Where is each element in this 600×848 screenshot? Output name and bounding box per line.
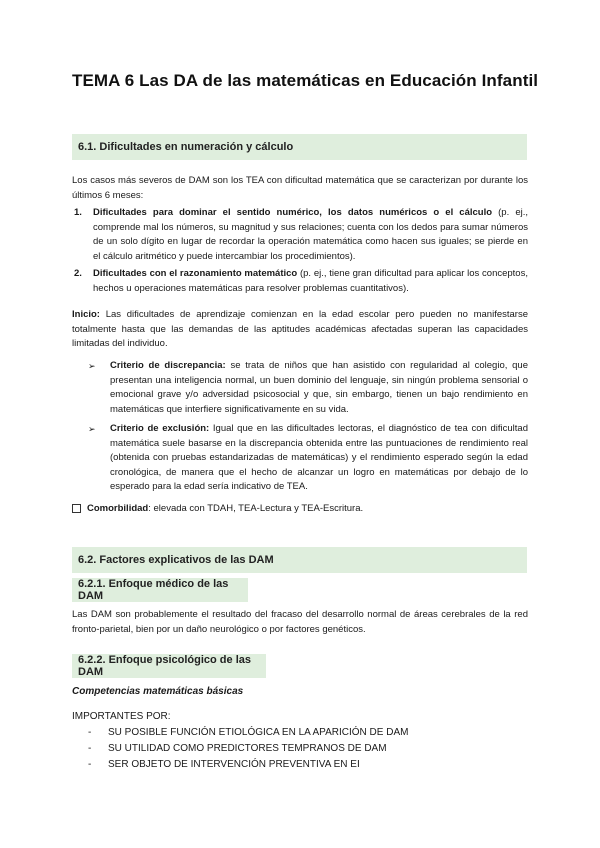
numbered-item-2-text: (p. ej., tiene gran dificultad para aplicar los conceptos, hechos u operaciones matemáticas para resolver problemas cuantitativos).: [93, 268, 528, 294]
numbered-item-1-text: (p. ej., comprende mal los números, su magnitud y sus relaciones; cuenta con los dedos para sumar números de un solo dígito en lugar de recordar la operación matemática como hacen sus iguales; se pierde en el cálculo aritmético y puede intercambiar los procedimientos).: [93, 207, 528, 262]
section-heading-6-2-text: 6.2. Factores explicativos de las DAM: [78, 554, 274, 566]
inicio-paragraph: [72, 308, 528, 352]
criterion-exclusion: [88, 422, 528, 495]
criterion-discrepancy-text: se trata de niños que han asistido con regularidad al colegio, que presentan una inteligencia normal, un buen dominio del lenguaje, sin ningún problema sensorial o emocional grave y/o adversidad psicosocial y que, sin embargo, tienen un bajo rendimiento en matemáticas que interfiere significativamente en su vida.: [110, 360, 528, 415]
subsection-heading-6-2-2: [72, 654, 266, 678]
comorbidity-paragraph: [72, 502, 528, 517]
subsection-heading-6-2-1-text: 6.2.1. Enfoque médico de las DAM: [78, 578, 229, 602]
criterion-exclusion-label: Criterio de exclusión:: [110, 423, 210, 434]
numbered-item-2: [74, 267, 528, 296]
medical-approach-paragraph: Las DAM son probablemente el resultado del fracaso del desarrollo normal de áreas cerebrales de la red fronto-parietal, bien por un daño neurológico o por factores genéticos.: [72, 609, 528, 635]
list-item: - SU POSIBLE FUNCIÓN ETIOLÓGICA EN LA APARICIÓN DE DAM: [88, 725, 408, 741]
numbered-item-1-bold: Dificultades para dominar el sentido numérico, los datos numéricos o el cálculo: [93, 207, 493, 218]
importantes-label: IMPORTANTES POR:: [72, 711, 171, 722]
inicio-label: Inicio:: [72, 309, 100, 320]
arrow-bullet-icon: ➢: [88, 361, 96, 371]
competencias-subtitle: Competencias matemáticas básicas: [72, 686, 244, 697]
subsection-heading-6-2-1: [72, 578, 248, 602]
list-item: - SER OBJETO DE INTERVENCIÓN PREVENTIVA EN EI: [88, 757, 408, 773]
list-item: - SU UTILIDAD COMO PREDICTORES TEMPRANOS DE DAM: [88, 741, 408, 757]
subsection-heading-6-2-2-text: 6.2.2. Enfoque psicológico de las DAM: [78, 654, 251, 678]
comorbidity-label: Comorbilidad: [87, 503, 149, 514]
criterion-discrepancy: [88, 359, 528, 417]
page-title: TEMA 6 Las DA de las matemáticas en Educación Infantil: [72, 71, 539, 90]
comorbidity-text: : elevada con TDAH, TEA-Lectura y TEA-Escritura.: [148, 503, 364, 514]
numbered-item-1-number: 1.: [74, 207, 82, 218]
numbered-item-2-number: 2.: [74, 268, 82, 279]
intro-paragraph: Los casos más severos de DAM son los TEA con dificultad matemática que se caracterizan por durante los últimos 6 meses:: [72, 175, 528, 201]
arrow-bullet-icon: ➢: [88, 424, 96, 434]
numbered-item-1: [74, 206, 528, 264]
section-heading-6-1-text: 6.1. Dificultades en numeración y cálculo: [78, 141, 294, 153]
importance-list: [88, 725, 408, 773]
inicio-text: Las dificultades de aprendizaje comienzan en la edad escolar pero pueden no manifestarse totalmente hasta que las demandas de las aptitudes académicas afectadas superan las capacidades limitadas del individuo.: [72, 309, 528, 349]
numbered-item-2-bold: Dificultades con el razonamiento matemático: [93, 268, 298, 279]
section-heading-6-2: [72, 547, 527, 573]
criterion-exclusion-text: Igual que en las dificultades lectoras, el diagnóstico de tea con dificultad matemática suele basarse en la discrepancia obtenida entre las puntuaciones de rendimiento real (obtenida con pruebas estandarizadas de matemáticas) y el rendimiento esperado según la edad cronológica, de manera que el hecho de alcanzar un logro en matemáticas por debajo de lo esperado para la edad sería indicativo de TEA.: [110, 423, 528, 492]
criterion-discrepancy-label: Criterio de discrepancia:: [110, 360, 226, 371]
checkbox-square-icon: [72, 504, 81, 513]
section-heading-6-1: [72, 134, 527, 160]
